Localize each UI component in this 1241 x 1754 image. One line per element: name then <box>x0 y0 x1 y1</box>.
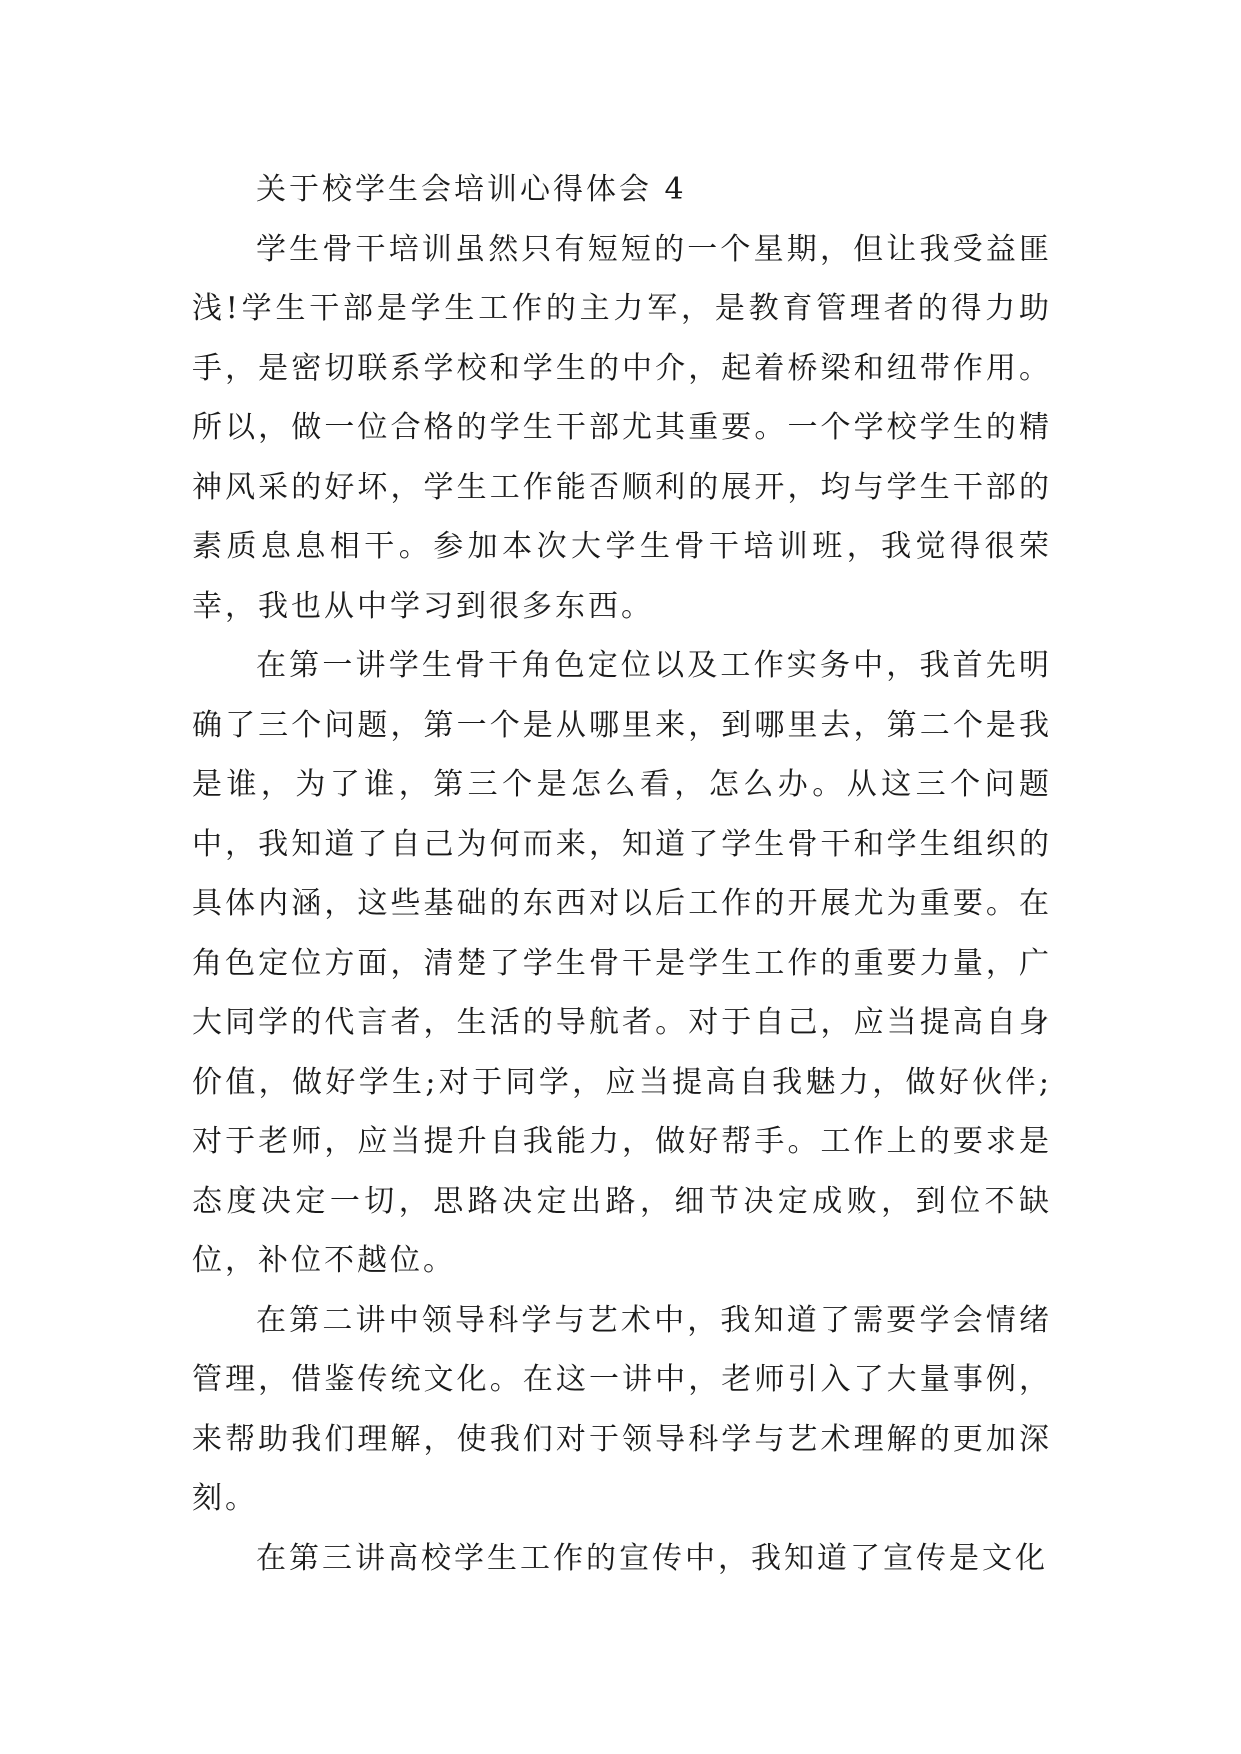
paragraph-4: 在第三讲高校学生工作的宣传中，我知道了宣传是文化 <box>256 1540 1048 1576</box>
paragraph-1: 学生骨干培训虽然只有短短的一个星期，但让我受益匪浅!学生干部是学生工作的主力军，是教育管理者的得力助手，是密切联系学校和学生的中介，起着桥梁和纽带作用。所以，做一位合格的学生干部尤其重要。一个学校学生的精神风采的好坏，学生工作能否顺利的展开，均与学生干部的素质息息相干。参加本次大学生骨干培训班，我觉得很荣幸，我也从中学习到很多东西。 <box>192 231 1052 624</box>
document-title: 关于校学生会培训心得体会 4 <box>256 172 687 207</box>
paragraph-3: 在第二讲中领导科学与艺术中，我知道了需要学会情绪管理，借鉴传统文化。在这一讲中，老师引入了大量事例，来帮助我们理解，使我们对于领导科学与艺术理解的更加深刻。 <box>192 1302 1052 1516</box>
paragraph-2: 在第一讲学生骨干角色定位以及工作实务中，我首先明确了三个问题，第一个是从哪里来，到哪里去，第二个是我是谁，为了谁，第三个是怎么看，怎么办。从这三个问题中，我知道了自己为何而来，知道了学生骨干和学生组织的具体内涵，这些基础的东西对以后工作的开展尤为重要。在角色定位方面，清楚了学生骨干是学生工作的重要力量，广大同学的代言者，生活的导航者。对于自己，应当提高自身价值，做好学生;对于同学，应当提高自我魅力，做好伙伴;对于老师，应当提升自我能力，做好帮手。工作上的要求是态度决定一切，思路决定出路，细节决定成败，到位不缺位，补位不越位。 <box>192 648 1052 1278</box>
document-body <box>192 160 1052 1588</box>
